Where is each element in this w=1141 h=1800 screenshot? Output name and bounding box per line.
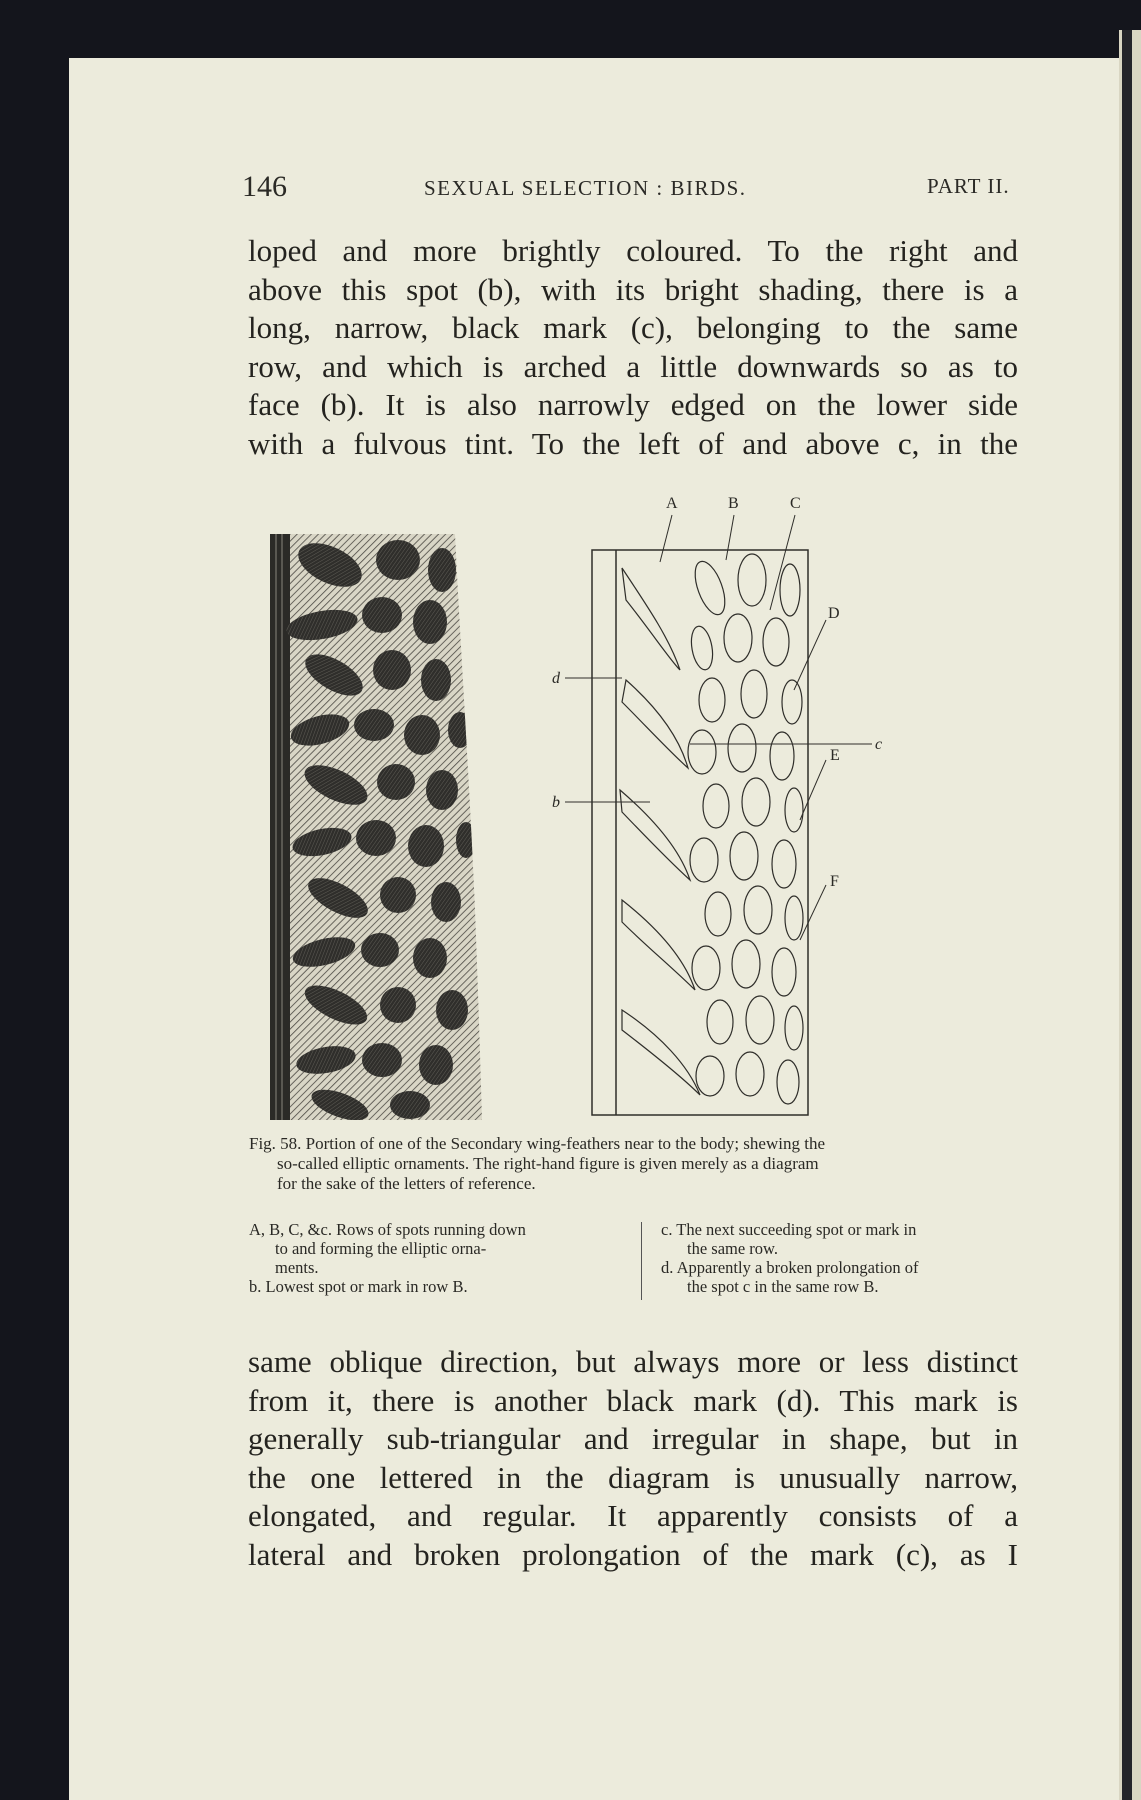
legend-left-column xyxy=(249,1220,629,1296)
elliptic-diagram xyxy=(565,515,872,1115)
text-line: same oblique direction, but always more or less distinct xyxy=(248,1344,1018,1379)
text-line: generally sub-triangular and irregular in shape, but in xyxy=(248,1421,1018,1456)
legend-entry: to and forming the elliptic orna- xyxy=(275,1239,487,1258)
text-line: from it, there is another black mark (d). This mark is xyxy=(248,1382,1018,1418)
text-line: above this spot (b), with its bright shading, there is a xyxy=(248,271,1018,307)
text-line: row, and which is arched a little downwards so as to xyxy=(248,348,1018,384)
legend-right-column xyxy=(661,1220,1041,1296)
figure-58 xyxy=(270,490,1010,1130)
legend-entry: the spot c in the same row B. xyxy=(687,1277,879,1296)
text-line: the one lettered in the diagram is unusually narrow, xyxy=(248,1459,1018,1495)
legend-entry: ments. xyxy=(275,1258,319,1277)
text-line: face (b). It is also narrowly edged on the lower side xyxy=(248,387,1018,422)
legend-entry: d. Apparently a broken prolongation of xyxy=(661,1258,919,1277)
label-D: D xyxy=(828,605,840,622)
legend-divider xyxy=(641,1222,642,1300)
running-head xyxy=(242,166,1022,206)
part-label: PART II. xyxy=(927,174,1010,198)
label-A: A xyxy=(666,495,678,512)
legend-entry: b. Lowest spot or mark in row B. xyxy=(249,1277,468,1296)
page-number: 146 xyxy=(242,170,287,203)
binding-edge xyxy=(1122,30,1132,1800)
text-line: lateral and broken prolongation of the mark (c), as I xyxy=(248,1536,1018,1572)
label-b: b xyxy=(552,794,560,811)
caption-line: Fig. 58. Portion of one of the Secondary wing-feathers near to the body; shewing the xyxy=(249,1134,825,1153)
legend-entry: the same row. xyxy=(687,1239,779,1258)
figure-caption xyxy=(249,1134,1017,1194)
text-line: long, narrow, black mark (c), belonging to the same xyxy=(248,310,1018,345)
label-F: F xyxy=(830,873,839,890)
label-c: c xyxy=(875,736,883,753)
running-title: SEXUAL SELECTION : BIRDS. xyxy=(424,176,747,200)
caption-line: for the sake of the letters of reference. xyxy=(277,1174,536,1193)
label-E: E xyxy=(830,747,840,764)
text-line: elongated, and regular. It apparently consists of a xyxy=(248,1498,1018,1533)
text-line: with a fulvous tint. To the left of and above c, in the xyxy=(248,425,1018,461)
body-paragraph-bottom xyxy=(248,1343,1018,1574)
legend-entry: A, B, C, &c. Rows of spots running down xyxy=(249,1220,526,1239)
legend-entry: c. The next succeeding spot or mark in xyxy=(661,1220,917,1239)
label-B: B xyxy=(728,495,739,512)
feather-illustration xyxy=(270,534,482,1127)
body-paragraph-top xyxy=(248,232,1018,463)
label-C: C xyxy=(790,495,801,512)
label-d: d xyxy=(552,670,560,687)
figure-legend xyxy=(249,1220,1019,1300)
text-line: loped and more brightly coloured. To the right and xyxy=(248,233,1018,268)
caption-line: so-called elliptic ornaments. The right-hand figure is given merely as a diagram xyxy=(277,1154,819,1173)
